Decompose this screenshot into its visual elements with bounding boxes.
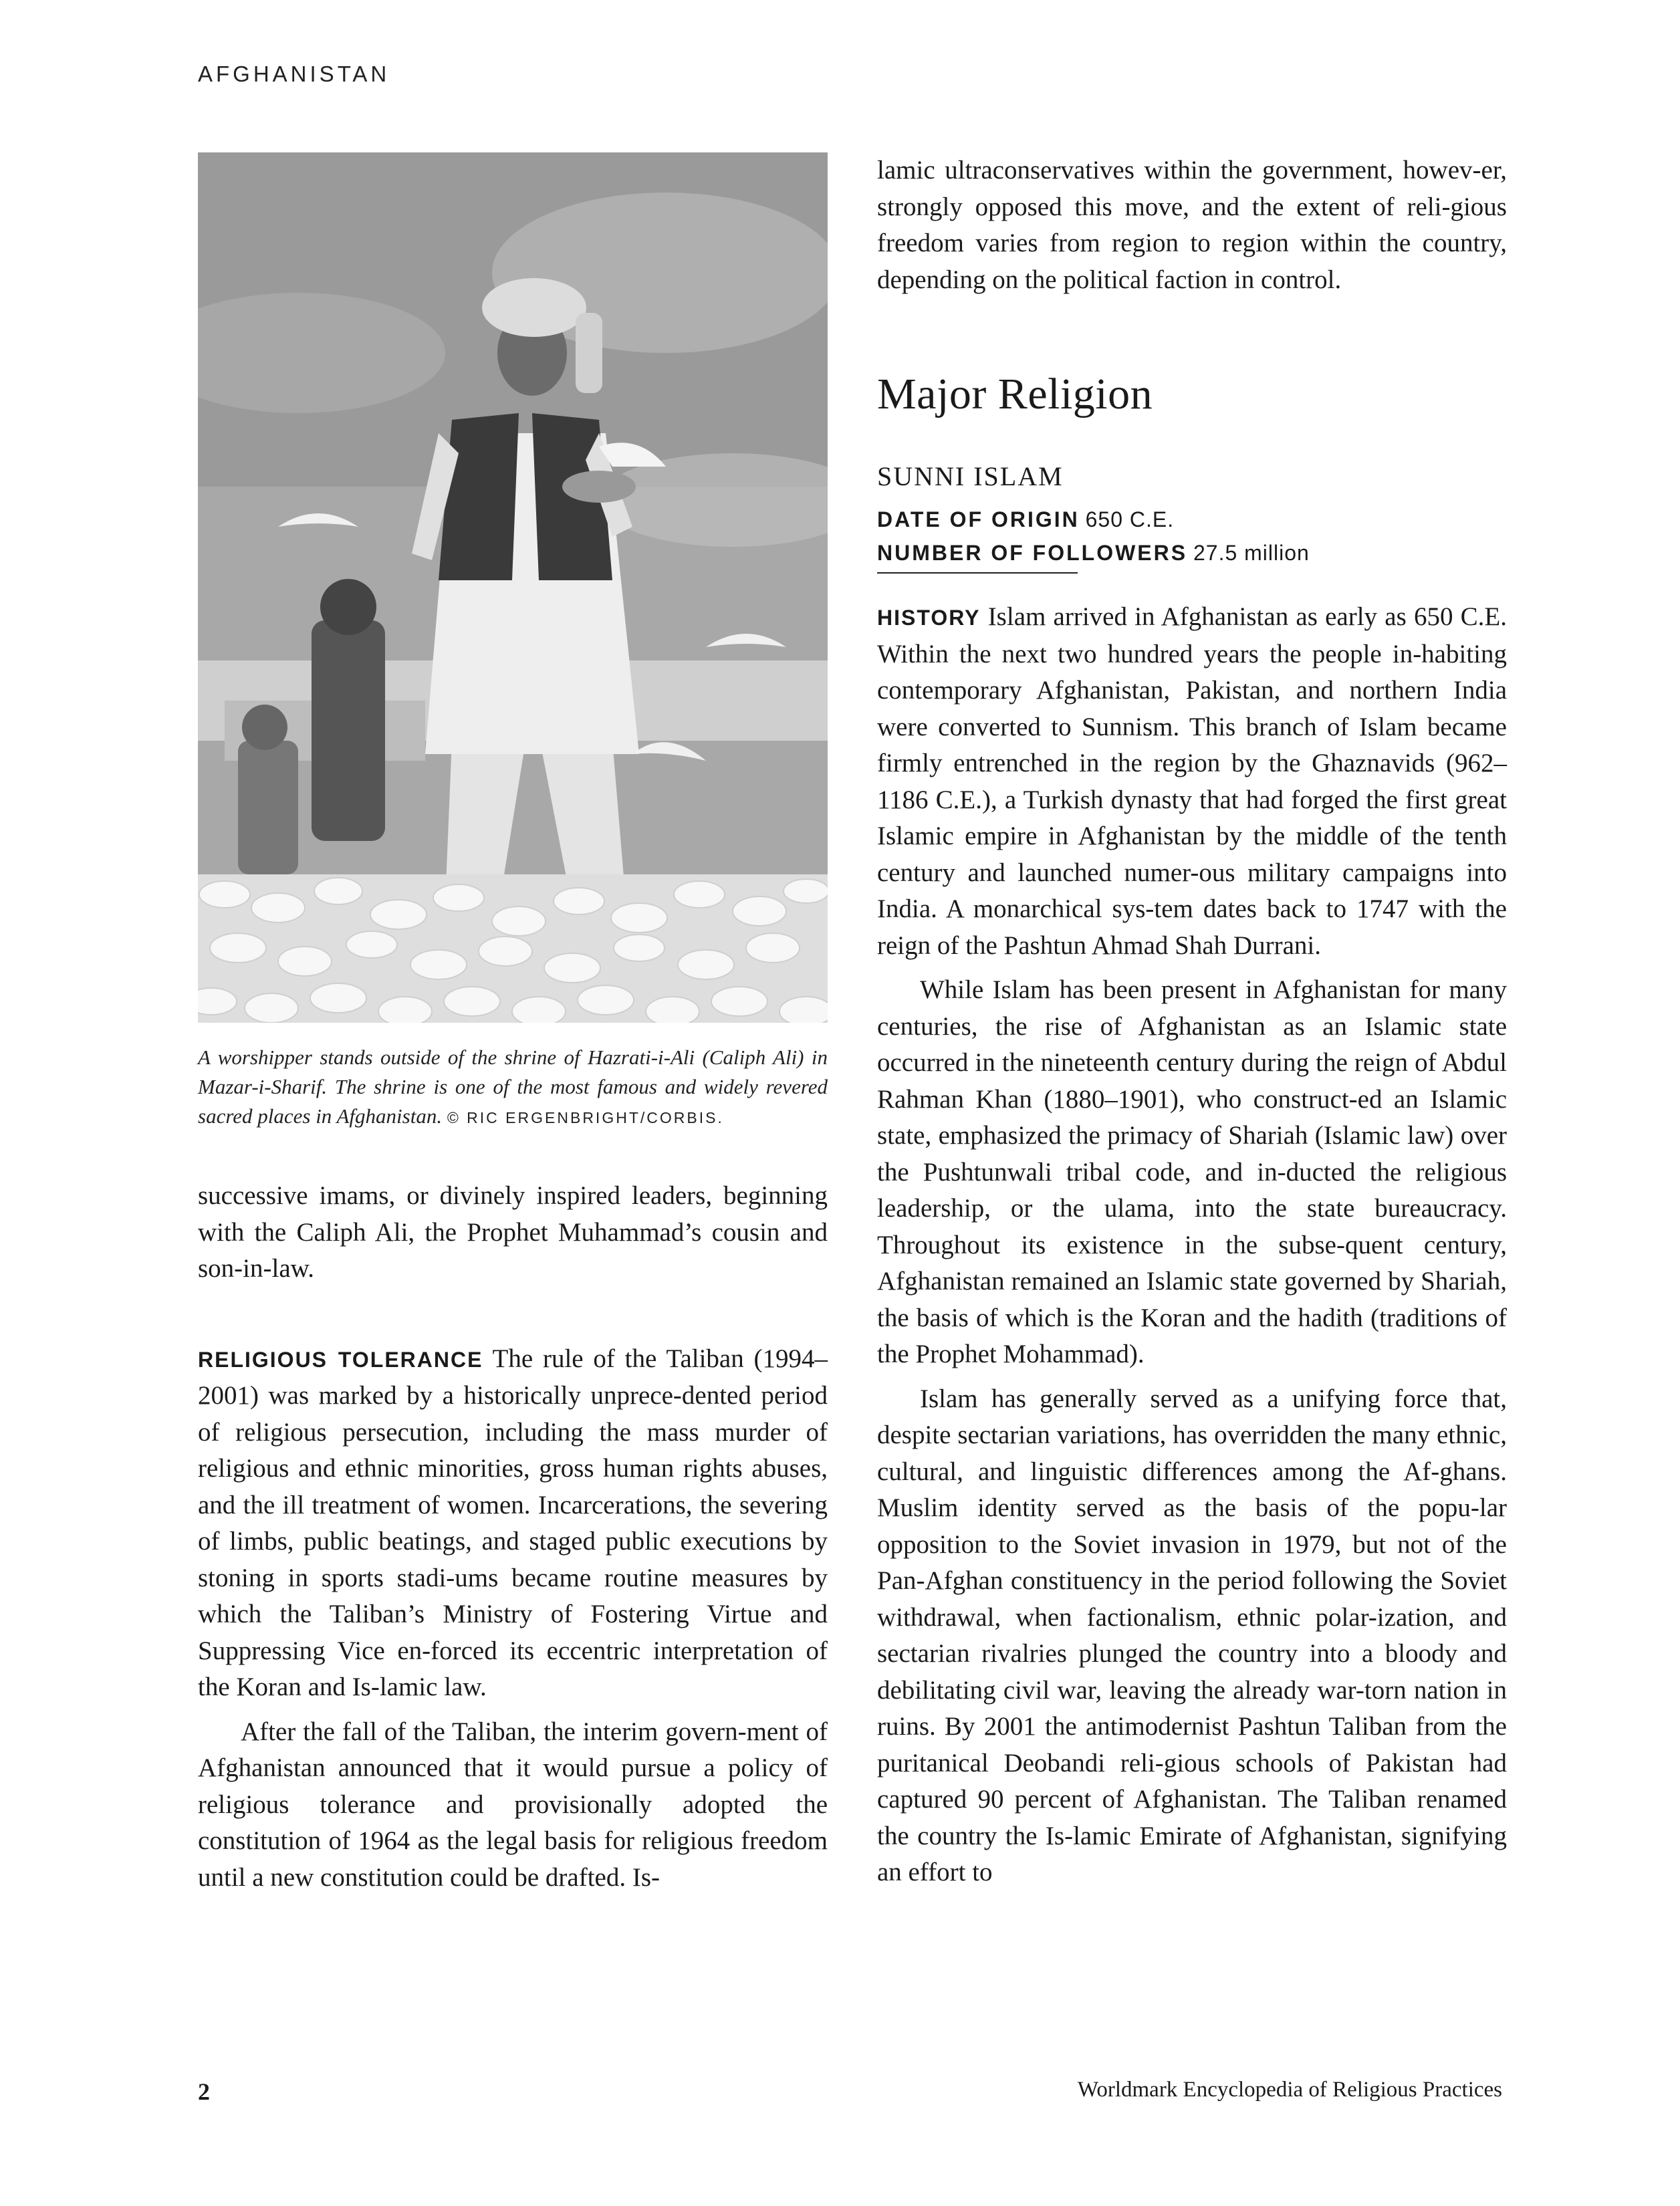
photo-credit: © RIC ERGENBRIGHT/CORBIS. [447,1109,724,1126]
photo-illustration [198,152,828,1023]
right-column [877,152,1507,1891]
followers-label: NUMBER OF FOLLOWERS [877,541,1188,565]
worshipper-photo [198,152,828,1023]
followers-row [877,536,1507,570]
religion-subheading: SUNNI ISLAM [877,461,1064,491]
unifying-force-paragraph: Islam has generally served as a unifying force that, despite sectarian variations, has overridden the many ethnic, cultural, and linguistic differences among the Af-ghans. Muslim identity served as the basis of the popu-lar opposition to the Soviet invasion in 1979, but not of the Pan-Afghan constituency in the period following the Soviet withdrawal, when factionalism, ethnic polar-ization, and sectarian rivalries plunged the country into a bloody and debilitating civil war, leaving the already war-torn nation in ruins. By 2001 the antimodernist Pashtun Taliban from the puritanical Deobandi reli-gious schools of Pakistan had captured 90 percent of Afghanistan. The Taliban renamed the country the Is-lamic Emirate of Afghanistan, signifying an effort to [877,1384,1507,1886]
religious-tolerance-text: The rule of the Taliban (1994–2001) was marked by a historically unprece-dented period of religious persecution, including the mass murder of religious and ethnic minorities, gross human rights abuses, and the ill treatment of women. Incarcerations, the severing of limbs, public beatings, and staged public executions by stoning in sports stadi-ums became routine measures by which the Taliban’s Ministry of Fostering Virtue and Suppressing Vice en-forced its eccentric interpretation of the Koran and Is-lamic law. [198,1344,828,1701]
paragraph-continued-left: successive imams, or divinely inspired leaders, beginning with the Caliph Ali, the Prophet Muhammad’s cousin and son-in-law. [198,1181,828,1283]
islam-state-paragraph: While Islam has been present in Afghanistan for many centuries, the rise of Afghanistan as an Islamic state occurred in the nineteenth century during the reign of Abdul Rahman Khan (1880–1901), who construct-ed an Islamic state, emphasized the primacy of Shariah (Islamic law) over the Pushtunwali tribal code, and in-ducted the religious leadership, or the ulama, into the state bureaucracy. Throughout its existence in the subse-quent century, Afghanistan remained an Islamic state governed by Shariah, the basis of which is the Koran and the hadith (traditions of the Prophet Mohammad). [877,975,1507,1368]
section-heading: Major Religion [877,370,1153,418]
history-text: Islam arrived in Afghanistan as early as 650 C.E. Within the next two hundred years the people in-habiting contemporary Afghanistan, Pakistan, and northern India were converted to Sunnism. This branch of Islam became firmly entrenched in the region by the Ghaznavids (962–1186 C.E.), a Turkish dynasty that had forged the first great Islamic empire in Afghanistan by the middle of the tenth century and launched numer-ous military campaigns into India. A monarchical sys-tem dates back to 1747 with the reign of the Pashtun Ahmad Shah Durrani. [877,602,1508,960]
religious-tolerance-heading: RELIGIOUS TOLERANCE [198,1347,483,1372]
page-number: 2 [198,2078,210,2105]
running-head: AFGHANISTAN [198,62,390,86]
after-fall-paragraph: After the fall of the Taliban, the interim govern-ment of Afghanistan announced that it would pursue a policy of religious tolerance and provisionally adopted the constitution of 1964 as the legal basis for religious freedom until a new constitution could be drafted. Is- [198,1717,828,1892]
date-of-origin-value: 650 C.E. [1085,507,1175,531]
followers-value: 27.5 million [1193,541,1310,565]
paragraph-continued-right: lamic ultraconservatives within the government, howev-er, strongly opposed this move, and the extent of reli-gious freedom varies from region to region within the country, depending on the political faction in control. [877,156,1507,294]
date-of-origin-row [877,503,1507,536]
caption-text: A worshipper stands outside of the shrine of Hazrati-i-Ali (Caliph Ali) in Mazar-i-Sharif. The shrine is one of the most famous and widely revered sacred places in Afghanistan. [198,1046,828,1128]
religious-tolerance-paragraph [198,1341,828,1706]
history-heading: HISTORY [877,606,981,630]
book-title: Worldmark Encyclopedia of Religious Practices [1077,2078,1502,2102]
date-of-origin-label: DATE OF ORIGIN [877,507,1080,531]
history-paragraph [877,599,1507,964]
photo-caption [198,1043,828,1132]
left-column [198,152,828,1896]
